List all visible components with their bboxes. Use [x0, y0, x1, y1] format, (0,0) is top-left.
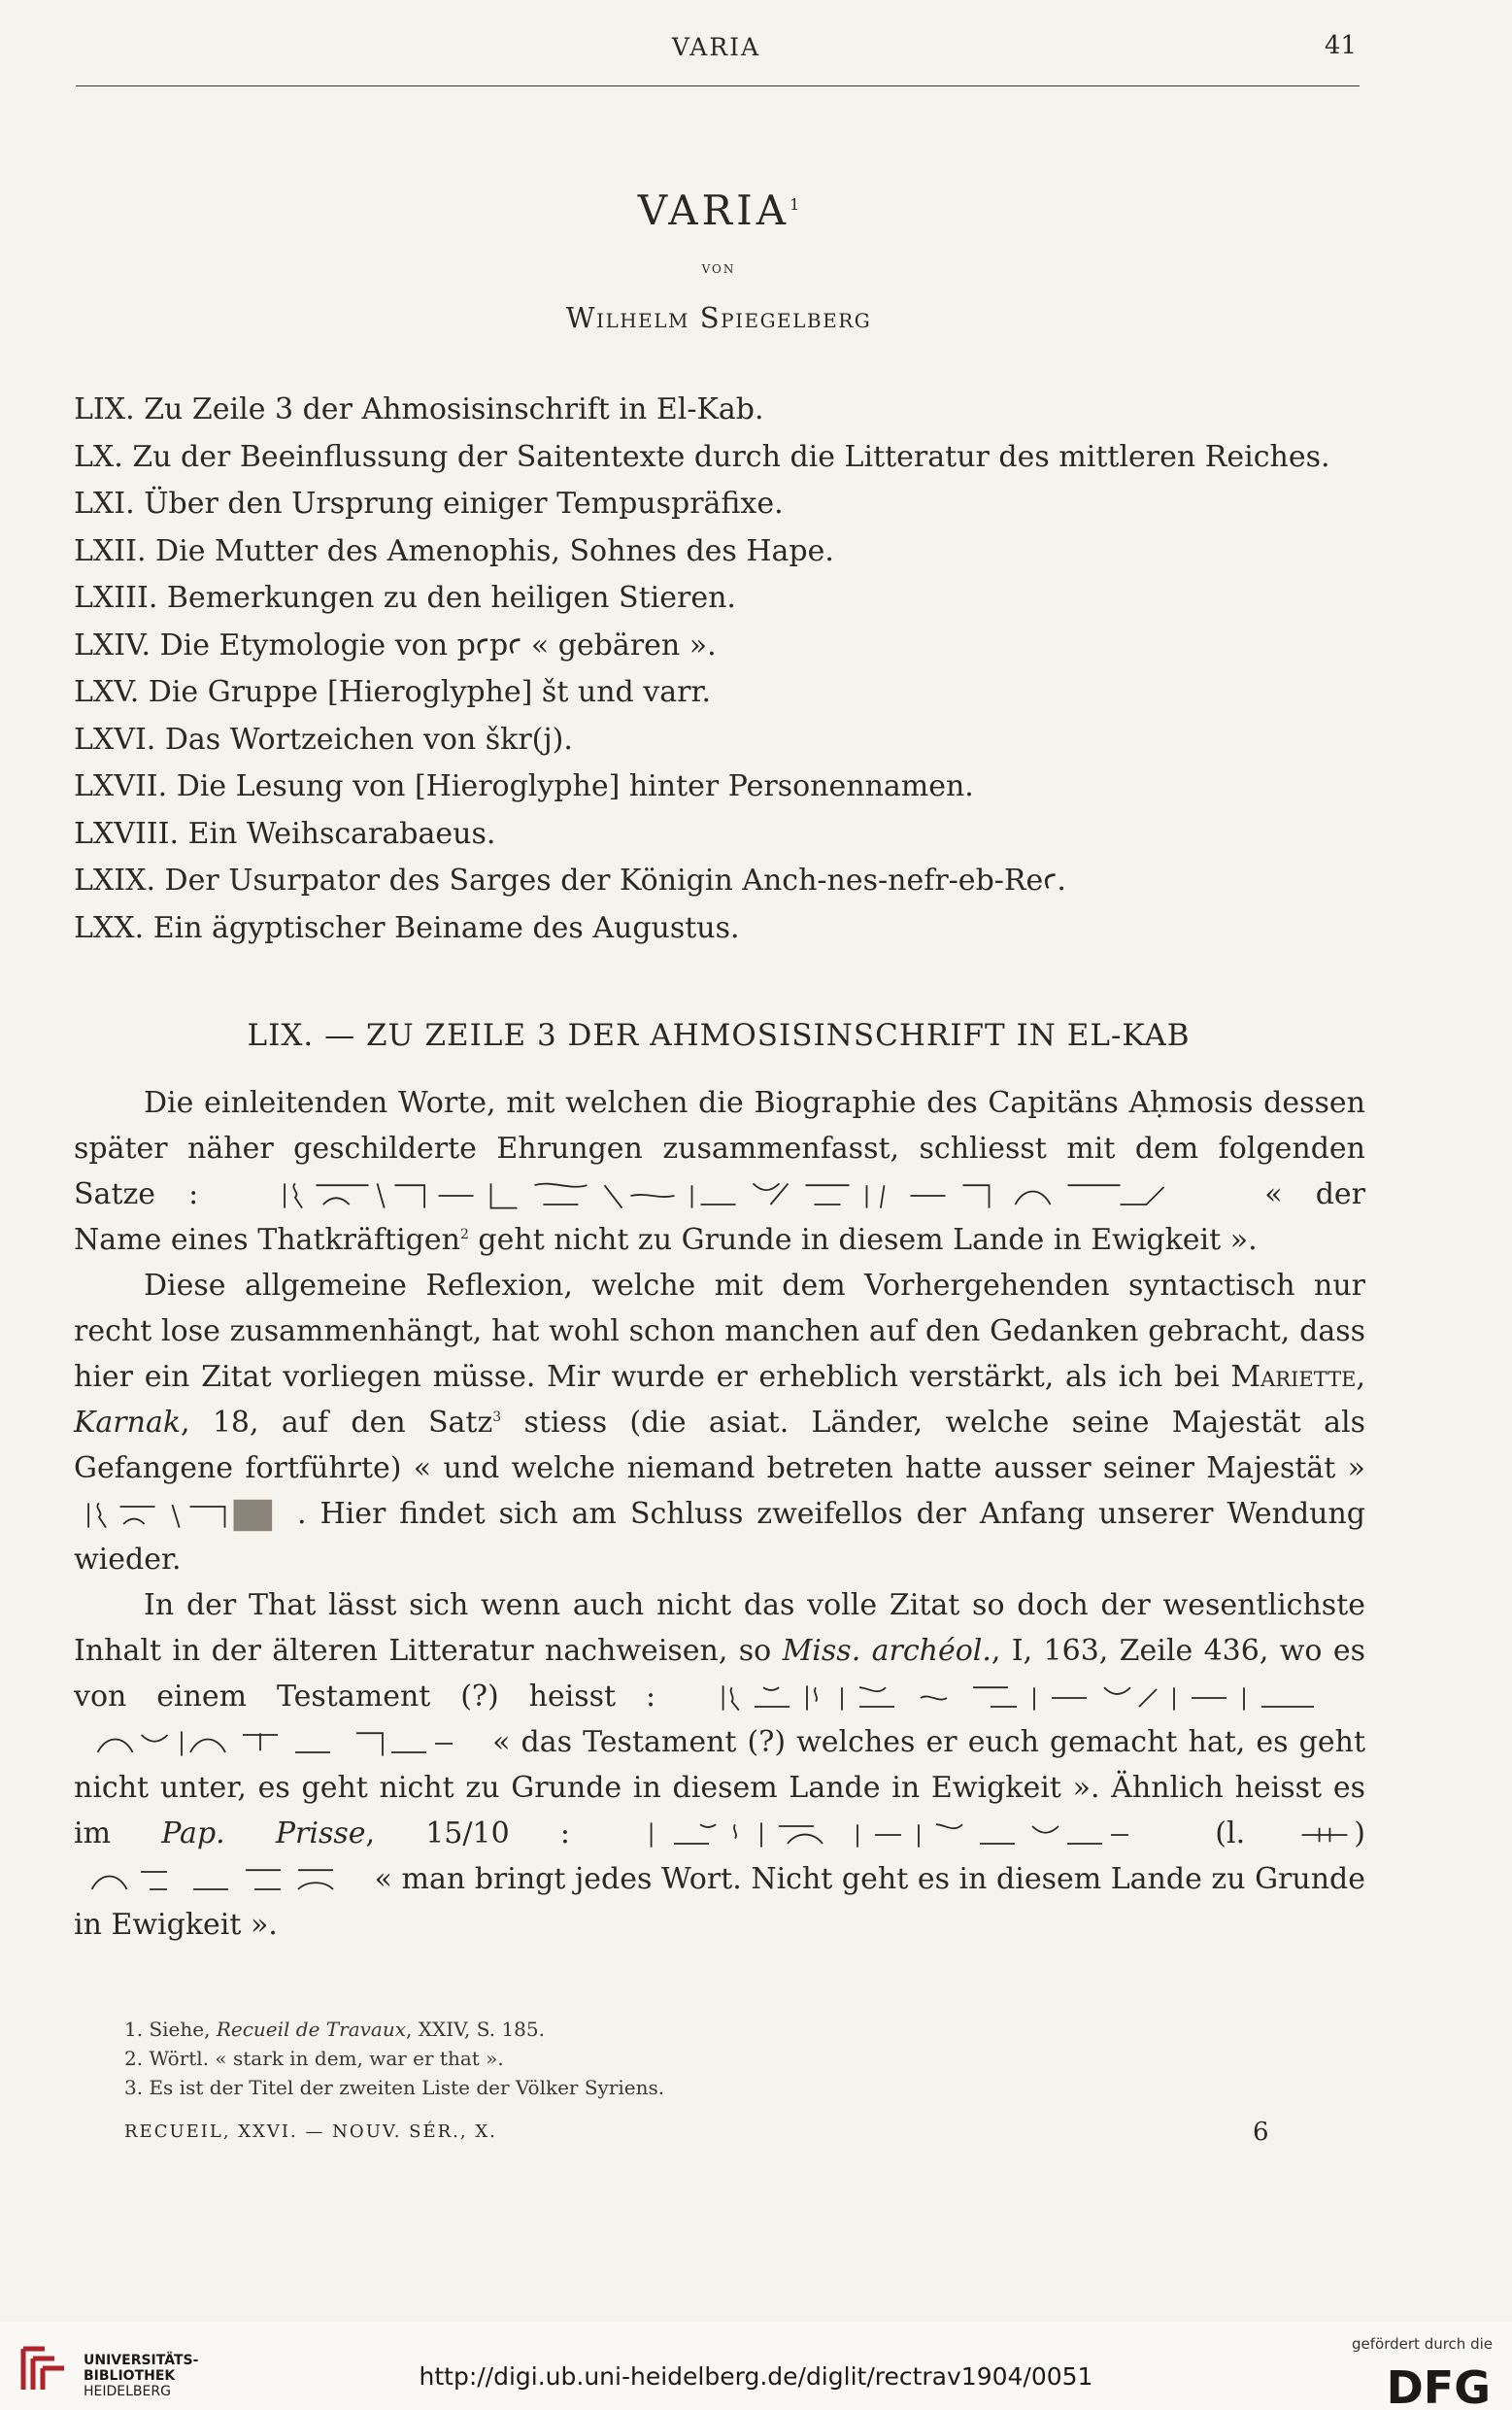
p1-text-a: Die einleitenden Worte, mit welchen die Biographie des Capitäns Aḥmosis dessen später näher geschilderte Ehrungen zusammenfasst, schliesst mit dem folgenden Satze : — [74, 1086, 1365, 1211]
page-number: 41 — [1324, 31, 1357, 60]
header-rule — [76, 85, 1360, 86]
paragraph-3 — [74, 1582, 1365, 1948]
footnote-number: 3. — [124, 2076, 144, 2099]
paragraph-1 — [74, 1080, 1365, 1263]
toc-item: LX. Zu der Beeinflussung der Saitentexte durch die Litteratur des mittleren Reiches. — [74, 439, 1330, 474]
p2-text-d: stiess (die asiat. Länder, welche seine Majestät als Gefangene fortführte) « und welche niemand betreten hatte ausser seiner Majestät » — [74, 1406, 1365, 1485]
sheet-signature: RECUEIL, XXVI. — NOUV. SÉR., X. — [124, 2121, 497, 2142]
toc-item: LXVIII. Ein Weihscarabaeus. — [74, 816, 496, 851]
paragraph-2 — [74, 1263, 1365, 1582]
p3-text-b: , I, 163, Zeile 436, wo es von einem Testament (?) heisst : — [74, 1634, 1365, 1714]
digitization-footer — [0, 2322, 1512, 2410]
running-title: VARIA — [671, 33, 761, 61]
p1-text-b: « der Name eines Thatkräftigen — [74, 1177, 1365, 1257]
author-name: Wilhelm Spiegelberg — [565, 301, 872, 334]
hieroglyph-group-icon — [74, 1726, 482, 1761]
p2-text-b: , — [1356, 1360, 1365, 1394]
work-reference: Pap. Prisse — [161, 1816, 366, 1850]
footnote-work: Recueil de Travaux — [216, 2018, 406, 2041]
footnote-text: Es ist der Titel der zweiten Liste der Völker Syriens. — [149, 2076, 665, 2099]
toc-item: LXV. Die Gruppe [Hieroglyphe] št und varr. — [74, 675, 712, 709]
toc-item: LXIV. Die Etymologie von pꜥpꜥ « gebären ». — [74, 628, 717, 662]
funding-label: gefördert durch die — [1352, 2335, 1493, 2353]
toc-item: LIX. Zu Zeile 3 der Ahmosisinschrift in El-Kab. — [74, 392, 764, 426]
p2-text-a: Diese allgemeine Reflexion, welche mit dem Vorhergehenden syntactisch nur recht lose zusammenhängt, hat wohl schon manchen auf den Gedanken gebracht, dass hier ein Zitat vorliegen müsse. Mir wurde er erheblich verstärkt, als ich bei — [74, 1269, 1365, 1394]
byline-von: von — [701, 258, 736, 278]
p1-text-c: geht nicht zu Grunde in diesem Lande in Ewigkeit ». — [478, 1223, 1258, 1257]
footnote-text: , XXIV, S. 185. — [406, 2018, 545, 2041]
dfg-logo-icon — [1347, 2362, 1493, 2407]
p3-text-e: (l. — [1215, 1816, 1246, 1850]
section-body — [74, 1080, 1365, 1948]
running-head — [76, 29, 1357, 68]
footnote-text: Siehe, — [149, 2018, 211, 2041]
footnote-text: Wörtl. « stark in dem, war er that ». — [149, 2047, 504, 2070]
p3-text-c: « das Testament (?) welches er euch gemacht hat, es geht nicht unter, es geht nicht zu Grunde in diesem Lande in Ewigkeit ». Ähnlich heisst es im — [74, 1725, 1365, 1850]
p3-text-f: ) — [1354, 1816, 1366, 1850]
toc-item: LXX. Ein ägyptischer Beiname des Augustus. — [74, 910, 740, 945]
p3-text-g: « man bringt jedes Wort. Nicht geht es in diesem Lande zu Grunde in Ewigkeit ». — [74, 1862, 1365, 1942]
footnote-marker: 3 — [492, 1409, 502, 1425]
hieroglyph-group-icon — [1295, 1817, 1354, 1852]
author-reference: Mariette — [1230, 1360, 1357, 1394]
title-footnote-marker: 1 — [790, 195, 800, 214]
footnote — [124, 2044, 1290, 2073]
p2-text-c: , 18, auf den Satz — [181, 1406, 493, 1440]
work-reference: Karnak — [74, 1406, 182, 1440]
sheet-number: 6 — [1253, 2118, 1269, 2147]
toc-item: LXIX. Der Usurpator des Sarges der Königin Anch-nes-nefr-eb-Reꜥ. — [74, 864, 1066, 898]
footnote — [124, 2073, 1290, 2102]
p3-text-a: In der That lässt sich wenn auch nicht das volle Zitat so doch der wesentlichste Inhalt in der älteren Litteratur nachweisen, so — [74, 1588, 1365, 1668]
p2-text-e: . Hier findet sich am Schluss zweifellos der Anfang unserer Wendung wieder. — [74, 1497, 1365, 1577]
work-reference: Miss. archéol. — [782, 1634, 991, 1668]
footnote-marker: 2 — [459, 1227, 469, 1242]
hieroglyph-group-icon — [231, 1178, 1231, 1213]
toc-item: LXVI. Das Wortzeichen von škr(j). — [74, 722, 573, 757]
permalink-url[interactable]: http://digi.ub.uni-heidelberg.de/diglit/rectrav1904/0051 — [419, 2362, 1093, 2391]
article-title-text: VARIA — [637, 187, 790, 234]
toc-item: LXI. Über den Ursprung einiger Tempuspräfixe. — [74, 487, 784, 521]
table-of-contents — [74, 387, 1375, 952]
library-name-line: UNIVERSITÄTS- — [84, 2353, 199, 2368]
hieroglyph-group-icon — [621, 1817, 1164, 1852]
section-heading: LIX. — ZU ZEILE 3 DER AHMOSISINSCHRIFT IN EL-KAB — [247, 1018, 1191, 1053]
footnote — [124, 2015, 1290, 2044]
toc-item: LXVII. Die Lesung von [Hieroglyphe] hinter Personennamen. — [74, 769, 974, 803]
toc-item: LXII. Die Mutter des Amenophis, Sohnes des Hape. — [74, 533, 834, 568]
footnote-number: 2. — [124, 2047, 144, 2070]
toc-item: LXIII. Bemerkungen zu den heiligen Stieren. — [74, 581, 736, 615]
footnotes — [124, 2015, 1290, 2102]
article-title — [0, 187, 1437, 234]
p3-text-d: , 15/10 : — [365, 1816, 570, 1850]
library-name-line: HEIDELBERG — [84, 2384, 171, 2399]
footnote-number: 1. — [124, 2018, 144, 2041]
library-name-line: BIBLIOTHEK — [84, 2368, 176, 2384]
hieroglyph-group-icon — [74, 1498, 297, 1533]
hieroglyph-group-icon — [686, 1680, 1365, 1715]
hieroglyph-group-icon — [74, 1863, 365, 1898]
svg-text:DFG: DFG — [1386, 2362, 1491, 2407]
